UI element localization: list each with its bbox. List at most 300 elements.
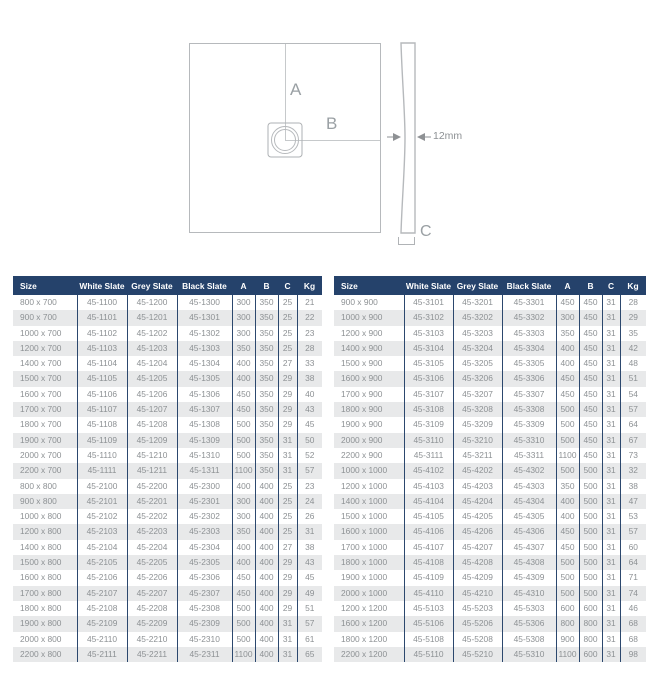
cell: 300 — [232, 310, 255, 325]
cell: 400 — [556, 356, 579, 371]
cell: 45-2304 — [177, 540, 232, 555]
cell: 60 — [620, 540, 646, 555]
cell: 450 — [232, 586, 255, 601]
size-cell: 1500 x 900 — [341, 358, 383, 369]
table-row — [334, 341, 646, 356]
cell: 54 — [620, 387, 646, 402]
cell: 45-1104 — [77, 356, 127, 371]
cell: 46 — [620, 601, 646, 616]
cell: 29 — [278, 417, 297, 432]
cell: 450 — [579, 356, 602, 371]
size-cell: 800 x 800 — [20, 480, 57, 491]
cell: 45-2301 — [177, 494, 232, 509]
size-cell: 1800 x 1000 — [341, 557, 388, 568]
cell: 350 — [255, 463, 278, 478]
cell: 350 — [255, 295, 278, 310]
cell: 1100 — [556, 647, 579, 662]
cell: 45-3303 — [502, 326, 556, 341]
table-row — [334, 509, 646, 524]
table-row — [334, 356, 646, 371]
cell: 45-4110 — [404, 586, 453, 601]
dimension-label-c: C — [420, 223, 432, 240]
size-cell: 1500 x 700 — [20, 373, 62, 384]
cell: 500 — [556, 433, 579, 448]
cell: 1100 — [556, 448, 579, 463]
cell: 31 — [602, 387, 620, 402]
cell: 450 — [556, 540, 579, 555]
cell: 45-1306 — [177, 387, 232, 402]
cell: 38 — [620, 479, 646, 494]
column-header: A — [556, 276, 579, 295]
cell: 900 — [556, 632, 579, 647]
cell: 67 — [620, 433, 646, 448]
cell: 400 — [232, 356, 255, 371]
cell: 31 — [602, 632, 620, 647]
cell: 45-1300 — [177, 295, 232, 310]
cell: 45-5103 — [404, 601, 453, 616]
size-cell: 1200 x 900 — [341, 327, 383, 338]
table-row — [13, 433, 322, 448]
table-row — [13, 570, 322, 585]
column-header: B — [255, 276, 278, 295]
size-cell: 1900 x 900 — [341, 419, 383, 430]
cell: 31 — [602, 417, 620, 432]
cell: 65 — [297, 647, 322, 662]
cell: 31 — [602, 616, 620, 631]
table-row — [13, 341, 322, 356]
size-cell: 1000 x 1000 — [341, 465, 388, 476]
cell: 45-2203 — [127, 524, 177, 539]
cell: 45-1210 — [127, 448, 177, 463]
cell: 45-3309 — [502, 417, 556, 432]
cell: 29 — [620, 310, 646, 325]
cell: 21 — [297, 295, 322, 310]
cell: 450 — [556, 371, 579, 386]
cell: 300 — [232, 326, 255, 341]
cell: 27 — [278, 356, 297, 371]
cell: 400 — [556, 341, 579, 356]
spec-table-700-800 — [13, 276, 322, 662]
cell: 45-3106 — [404, 371, 453, 386]
table-row — [13, 632, 322, 647]
cell: 45 — [297, 417, 322, 432]
cell: 45-1305 — [177, 371, 232, 386]
cell: 25 — [278, 524, 297, 539]
cell: 300 — [232, 295, 255, 310]
cell: 31 — [278, 463, 297, 478]
size-cell: 1900 x 700 — [20, 434, 62, 445]
table-row — [13, 326, 322, 341]
size-cell: 1600 x 1200 — [341, 618, 388, 629]
cell: 45-1211 — [127, 463, 177, 478]
cell: 45-4306 — [502, 524, 556, 539]
cell: 29 — [278, 371, 297, 386]
cell: 45-3108 — [404, 402, 453, 417]
cell: 450 — [556, 387, 579, 402]
dimension-label-a: A — [290, 80, 302, 99]
table-row — [334, 402, 646, 417]
cell: 47 — [620, 494, 646, 509]
cell: 45-3104 — [404, 341, 453, 356]
table-row — [334, 326, 646, 341]
table-row — [13, 463, 322, 478]
cell: 45-2311 — [177, 647, 232, 662]
cell: 45-4109 — [404, 570, 453, 585]
cell: 800 — [579, 632, 602, 647]
cell: 350 — [255, 371, 278, 386]
size-cell: 1800 x 800 — [20, 602, 62, 613]
cell: 450 — [232, 387, 255, 402]
size-cell: 1200 x 1000 — [341, 480, 388, 491]
cell: 45-4304 — [502, 494, 556, 509]
cell: 45-2208 — [127, 601, 177, 616]
cell: 31 — [278, 632, 297, 647]
size-cell: 900 x 800 — [20, 495, 57, 506]
cell: 400 — [556, 494, 579, 509]
cell: 500 — [232, 616, 255, 631]
table-row — [334, 616, 646, 631]
column-header: Black Slate — [177, 276, 232, 295]
cell: 45-3103 — [404, 326, 453, 341]
cell: 29 — [278, 601, 297, 616]
table-row — [334, 448, 646, 463]
cell: 45-4102 — [404, 463, 453, 478]
size-cell: 1600 x 800 — [20, 572, 62, 583]
cell: 1100 — [232, 463, 255, 478]
cell: 45-2308 — [177, 601, 232, 616]
table-row — [13, 616, 322, 631]
cell: 45-3311 — [502, 448, 556, 463]
cell: 57 — [620, 402, 646, 417]
cell: 45-5303 — [502, 601, 556, 616]
cell: 400 — [232, 540, 255, 555]
cell: 51 — [297, 601, 322, 616]
cell: 45-2207 — [127, 586, 177, 601]
cell: 45-1207 — [127, 402, 177, 417]
spec-table-900-1200 — [334, 276, 646, 662]
cell: 31 — [602, 295, 620, 310]
table-row — [334, 433, 646, 448]
cell: 450 — [232, 570, 255, 585]
size-cell: 1800 x 1200 — [341, 633, 388, 644]
cell: 400 — [255, 586, 278, 601]
cell: 68 — [620, 616, 646, 631]
cell: 45-3201 — [453, 295, 502, 310]
cell: 400 — [255, 540, 278, 555]
cell: 45-2300 — [177, 479, 232, 494]
cell: 31 — [602, 540, 620, 555]
size-cell: 2200 x 800 — [20, 648, 62, 659]
cell: 45-3308 — [502, 402, 556, 417]
size-cell: 1400 x 900 — [341, 342, 383, 353]
cell: 45-2210 — [127, 632, 177, 647]
cell: 45-3210 — [453, 433, 502, 448]
cell: 45-4104 — [404, 494, 453, 509]
cell: 45 — [297, 570, 322, 585]
cell: 350 — [255, 402, 278, 417]
cell: 53 — [620, 509, 646, 524]
cell: 29 — [278, 555, 297, 570]
column-header: Grey Slate — [453, 276, 502, 295]
column-header: A — [232, 276, 255, 295]
cell: 45-3102 — [404, 310, 453, 325]
cell: 45-5110 — [404, 647, 453, 662]
cell: 450 — [579, 326, 602, 341]
cell: 45-4210 — [453, 586, 502, 601]
cell: 31 — [602, 555, 620, 570]
cell: 45-3209 — [453, 417, 502, 432]
cell: 25 — [278, 509, 297, 524]
table-row — [334, 586, 646, 601]
cell: 45-1200 — [127, 295, 177, 310]
cell: 45-2202 — [127, 509, 177, 524]
size-cell: 1400 x 700 — [20, 358, 62, 369]
cell: 45-4302 — [502, 463, 556, 478]
size-cell: 1900 x 800 — [20, 618, 62, 629]
cell: 350 — [255, 326, 278, 341]
cell: 45-2107 — [77, 586, 127, 601]
cell: 500 — [579, 494, 602, 509]
column-header: White Slate — [404, 276, 453, 295]
size-cell: 1200 x 700 — [20, 342, 62, 353]
cell: 500 — [232, 448, 255, 463]
cell: 45-1208 — [127, 417, 177, 432]
size-cell: 1600 x 1000 — [341, 526, 388, 537]
cell: 450 — [579, 448, 602, 463]
cell: 57 — [297, 463, 322, 478]
cell: 300 — [232, 494, 255, 509]
cell: 45-2211 — [127, 647, 177, 662]
cell: 31 — [602, 371, 620, 386]
cell: 31 — [602, 402, 620, 417]
cell: 25 — [278, 494, 297, 509]
size-cell: 2200 x 1200 — [341, 648, 388, 659]
cell: 400 — [255, 601, 278, 616]
cell: 450 — [579, 387, 602, 402]
cell: 450 — [232, 402, 255, 417]
cell: 50 — [297, 433, 322, 448]
table-row — [13, 555, 322, 570]
cell: 450 — [579, 402, 602, 417]
cell: 45-3207 — [453, 387, 502, 402]
cell: 27 — [278, 540, 297, 555]
cell: 45-2205 — [127, 555, 177, 570]
cell: 45-4309 — [502, 570, 556, 585]
cell: 500 — [579, 540, 602, 555]
cell: 500 — [579, 586, 602, 601]
cell: 45-2302 — [177, 509, 232, 524]
column-header: Size — [13, 276, 77, 295]
cell: 500 — [556, 586, 579, 601]
table-header-row — [334, 276, 646, 295]
cell: 45-1310 — [177, 448, 232, 463]
cell: 45-2111 — [77, 647, 127, 662]
size-cell: 1600 x 900 — [341, 373, 383, 384]
depth-bracket-icon — [398, 237, 415, 245]
cell: 450 — [556, 295, 579, 310]
cell: 45-3307 — [502, 387, 556, 402]
cell: 45-2102 — [77, 509, 127, 524]
cell: 45-3101 — [404, 295, 453, 310]
cell: 28 — [297, 341, 322, 356]
cell: 73 — [620, 448, 646, 463]
cell: 57 — [297, 616, 322, 631]
table-row — [334, 463, 646, 478]
cell: 500 — [556, 463, 579, 478]
size-cell: 1700 x 900 — [341, 388, 383, 399]
cell: 45-2307 — [177, 586, 232, 601]
cell: 500 — [232, 417, 255, 432]
cell: 45-2310 — [177, 632, 232, 647]
size-cell: 1800 x 900 — [341, 404, 383, 415]
cell: 300 — [232, 509, 255, 524]
cell: 45-4203 — [453, 479, 502, 494]
cell: 45-3203 — [453, 326, 502, 341]
cell: 31 — [602, 586, 620, 601]
size-cell: 2000 x 1000 — [341, 587, 388, 598]
cell: 24 — [297, 494, 322, 509]
cell: 450 — [579, 371, 602, 386]
table-row — [13, 295, 322, 310]
cell: 57 — [620, 524, 646, 539]
cell: 45-5306 — [502, 616, 556, 631]
cell: 45-4209 — [453, 570, 502, 585]
cell: 45-5108 — [404, 632, 453, 647]
cell: 42 — [620, 341, 646, 356]
cell: 45-1303 — [177, 341, 232, 356]
cell: 45-4310 — [502, 586, 556, 601]
cell: 45-5210 — [453, 647, 502, 662]
cell: 45-1301 — [177, 310, 232, 325]
size-cell: 1200 x 1200 — [341, 602, 388, 613]
cell: 450 — [579, 295, 602, 310]
cell: 45-2204 — [127, 540, 177, 555]
cell: 31 — [278, 647, 297, 662]
table-row — [13, 540, 322, 555]
cell: 350 — [232, 341, 255, 356]
cell: 45-2305 — [177, 555, 232, 570]
column-header: B — [579, 276, 602, 295]
cell: 45-1105 — [77, 371, 127, 386]
cell: 31 — [602, 494, 620, 509]
cell: 45-4305 — [502, 509, 556, 524]
cell: 45-4106 — [404, 524, 453, 539]
cell: 500 — [579, 479, 602, 494]
size-cell: 2200 x 700 — [20, 465, 62, 476]
cell: 45-2105 — [77, 555, 127, 570]
cell: 45-3202 — [453, 310, 502, 325]
cell: 74 — [620, 586, 646, 601]
cell: 45-1302 — [177, 326, 232, 341]
table-row — [13, 371, 322, 386]
cell: 45-1108 — [77, 417, 127, 432]
cell: 31 — [278, 433, 297, 448]
cell: 500 — [579, 555, 602, 570]
cell: 45-3110 — [404, 433, 453, 448]
cell: 400 — [255, 524, 278, 539]
cell: 29 — [278, 586, 297, 601]
drain-icon — [266, 121, 304, 159]
cell: 500 — [556, 402, 579, 417]
cell: 31 — [602, 524, 620, 539]
cell: 31 — [602, 341, 620, 356]
cell: 31 — [602, 326, 620, 341]
size-cell: 1800 x 700 — [20, 419, 62, 430]
cell: 31 — [602, 647, 620, 662]
cell: 45-3301 — [502, 295, 556, 310]
table-row — [13, 356, 322, 371]
cell: 45-1304 — [177, 356, 232, 371]
table-row — [334, 371, 646, 386]
cell: 45-3204 — [453, 341, 502, 356]
cell: 350 — [255, 417, 278, 432]
cell: 31 — [602, 448, 620, 463]
cell: 45-1307 — [177, 402, 232, 417]
cell: 29 — [278, 570, 297, 585]
cell: 350 — [255, 310, 278, 325]
cell: 45-1102 — [77, 326, 127, 341]
cell: 400 — [255, 570, 278, 585]
cell: 350 — [255, 433, 278, 448]
cell: 31 — [278, 616, 297, 631]
cell: 25 — [278, 479, 297, 494]
cell: 45-3109 — [404, 417, 453, 432]
cell: 45-2103 — [77, 524, 127, 539]
cell: 45-1103 — [77, 341, 127, 356]
cell: 32 — [620, 463, 646, 478]
column-header: Black Slate — [502, 276, 556, 295]
cell: 31 — [602, 601, 620, 616]
cell: 31 — [602, 310, 620, 325]
cell: 64 — [620, 417, 646, 432]
cell: 45-4202 — [453, 463, 502, 478]
cell: 450 — [579, 433, 602, 448]
cell: 38 — [297, 371, 322, 386]
cell: 500 — [232, 433, 255, 448]
cell: 45-5208 — [453, 632, 502, 647]
cell: 29 — [278, 387, 297, 402]
cell: 45-1111 — [77, 463, 127, 478]
size-cell: 900 x 900 — [341, 297, 378, 307]
cell: 45-2306 — [177, 570, 232, 585]
cell: 45-1206 — [127, 387, 177, 402]
column-header: Grey Slate — [127, 276, 177, 295]
cell: 51 — [620, 371, 646, 386]
cell: 500 — [579, 509, 602, 524]
cell: 45-1309 — [177, 433, 232, 448]
table-row — [334, 310, 646, 325]
cell: 800 — [579, 616, 602, 631]
table-row — [334, 601, 646, 616]
cell: 43 — [297, 402, 322, 417]
table-row — [334, 555, 646, 570]
cell: 45-4103 — [404, 479, 453, 494]
table-row — [13, 402, 322, 417]
table-row — [13, 509, 322, 524]
cell: 400 — [255, 555, 278, 570]
cell: 45-2108 — [77, 601, 127, 616]
cell: 40 — [297, 387, 322, 402]
table-row — [13, 586, 322, 601]
table-row — [334, 570, 646, 585]
cell: 45-2200 — [127, 479, 177, 494]
cell: 61 — [297, 632, 322, 647]
cell: 500 — [232, 601, 255, 616]
size-cell: 1500 x 1000 — [341, 511, 388, 522]
cell: 500 — [579, 570, 602, 585]
cell: 45-2209 — [127, 616, 177, 631]
table-row — [334, 524, 646, 539]
